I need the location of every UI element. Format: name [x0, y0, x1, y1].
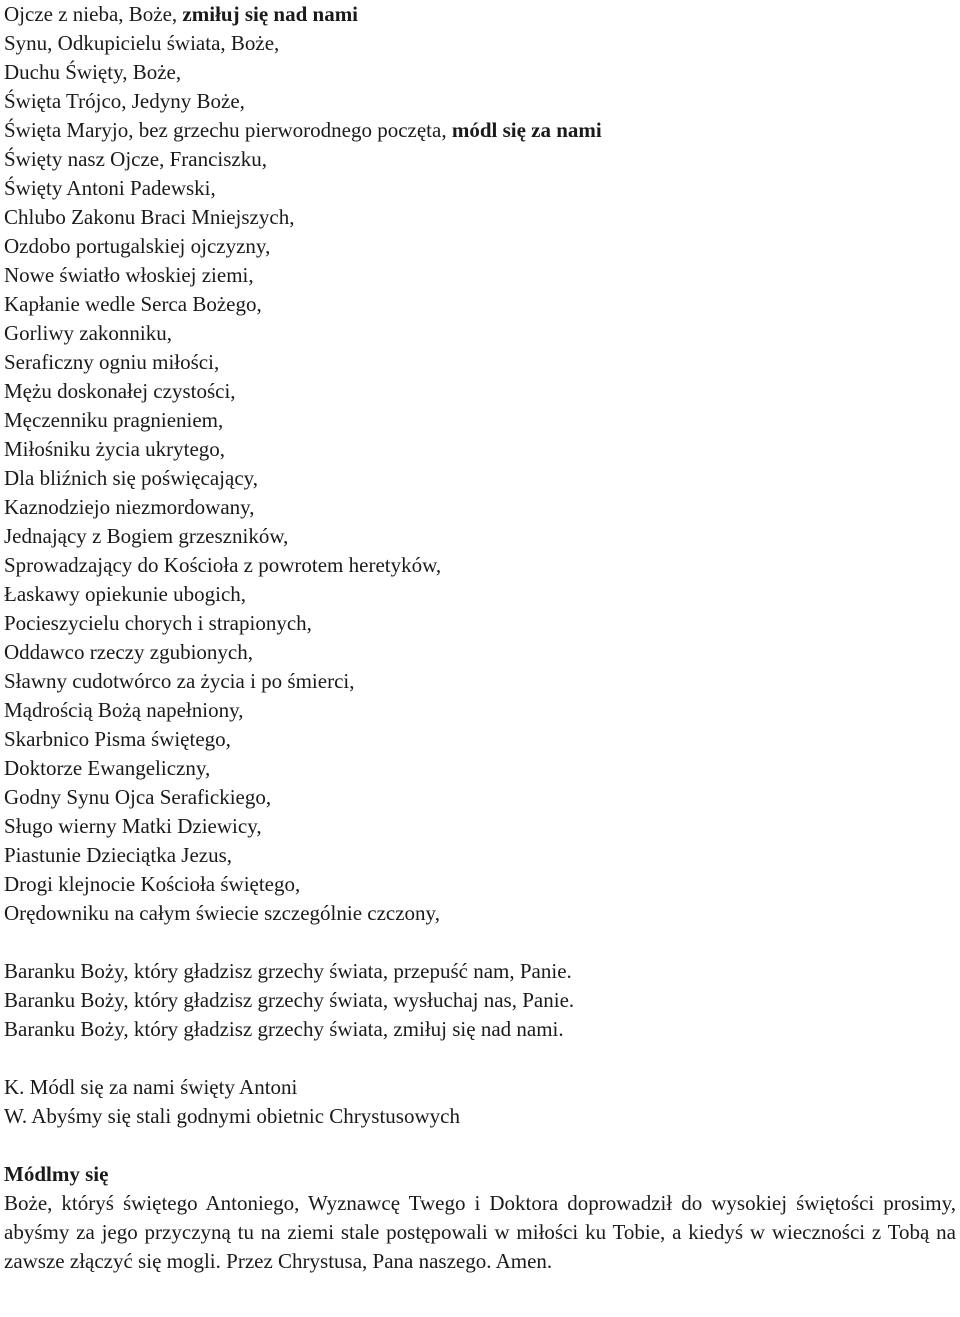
response-text: zmiłuj się nad nami	[182, 2, 359, 26]
prayer-paragraph: Boże, któryś świętego Antoniego, Wyznawcę Twego i Doktora doprowadził do wysokiej świętości prosimy, abyśmy za jego przyczyną tu na ziemi stale postępowali w miłości ku Tobie, a kiedyś w wieczności z Tobą na zawsze złączyć się mogli. Przez Chrystusa, Pana naszego. Amen.	[4, 1191, 956, 1273]
invocation-line: Doktorze Ewangeliczny,	[4, 756, 211, 780]
response-text: módl się za nami	[451, 118, 602, 142]
agnus-dei-section	[4, 957, 956, 1044]
prayer-heading: Módlmy się	[4, 1162, 109, 1186]
invocation-line: Jednający z Bogiem grzeszników,	[4, 524, 289, 548]
invocation-line: Piastunie Dzieciątka Jezus,	[4, 843, 233, 867]
invocation-line: Godny Synu Ojca Serafickiego,	[4, 785, 272, 809]
litany-line	[4, 29, 956, 58]
invocation-line: Chlubo Zakonu Braci Mniejszych,	[4, 205, 295, 229]
invocation-line: Kapłanie wedle Serca Bożego,	[4, 292, 262, 316]
invocation-line: Święty Antoni Padewski,	[4, 176, 216, 200]
invocation-text: Duchu Święty, Boże,	[4, 60, 182, 84]
invocation-line: Mądrością Bożą napełniony,	[4, 698, 244, 722]
invocation-line: Sprowadzający do Kościoła z powrotem heretyków,	[4, 553, 442, 577]
blank-line	[4, 1044, 956, 1073]
invocation-text: Ojcze z nieba, Boże,	[4, 2, 183, 26]
agnus-dei-line: Baranku Boży, który gładzisz grzechy świata, przepuść nam, Panie.	[4, 959, 572, 983]
invocation-line: Kaznodziejo niezmordowany,	[4, 495, 255, 519]
invocation-line: Seraficzny ogniu miłości,	[4, 350, 220, 374]
invocation-line: Dla bliźnich się poświęcający,	[4, 466, 259, 490]
invocation-line: Nowe światło włoskiej ziemi,	[4, 263, 254, 287]
blank-line	[4, 1131, 956, 1160]
litany-line	[4, 87, 956, 116]
invocation-line: Gorliwy zakonniku,	[4, 321, 172, 345]
invocation-line: Sławny cudotwórco za życia i po śmierci,	[4, 669, 355, 693]
invocation-line: Orędowniku na całym świecie szczególnie czczony,	[4, 901, 440, 925]
intro-section	[4, 0, 956, 145]
litany-line	[4, 58, 956, 87]
agnus-dei-line: Baranku Boży, który gładzisz grzechy świata, zmiłuj się nad nami.	[4, 1017, 564, 1041]
invocations-section	[4, 145, 956, 928]
versicle-line: K. Módl się za nami święty Antoni	[4, 1075, 298, 1099]
invocation-line: Skarbnico Pisma świętego,	[4, 727, 231, 751]
invocation-text: Święta Maryjo, bez grzechu pierworodnego poczęta,	[4, 118, 452, 142]
invocation-line: Pocieszycielu chorych i strapionych,	[4, 611, 312, 635]
agnus-dei-line: Baranku Boży, który gładzisz grzechy świata, wysłuchaj nas, Panie.	[4, 988, 575, 1012]
invocation-text: Święta Trójco, Jedyny Boże,	[4, 89, 245, 113]
litany-line	[4, 116, 956, 145]
invocation-line: Męczenniku pragnieniem,	[4, 408, 224, 432]
invocation-line: Ozdobo portugalskiej ojczyzny,	[4, 234, 271, 258]
invocation-line: Łaskawy opiekunie ubogich,	[4, 582, 247, 606]
litany-line	[4, 0, 956, 29]
invocation-line: Drogi klejnocie Kościoła świętego,	[4, 872, 301, 896]
invocation-line: Mężu doskonałej czystości,	[4, 379, 236, 403]
invocation-line: Święty nasz Ojcze, Franciszku,	[4, 147, 268, 171]
invocation-line: Oddawco rzeczy zgubionych,	[4, 640, 253, 664]
response-line: W. Abyśmy się stali godnymi obietnic Chrystusowych	[4, 1104, 460, 1128]
blank-line	[4, 928, 956, 957]
invocation-line: Sługo wierny Matki Dziewicy,	[4, 814, 262, 838]
invocation-line: Miłośniku życia ukrytego,	[4, 437, 226, 461]
invocation-text: Synu, Odkupicielu świata, Boże,	[4, 31, 280, 55]
document-page	[4, 0, 956, 1276]
